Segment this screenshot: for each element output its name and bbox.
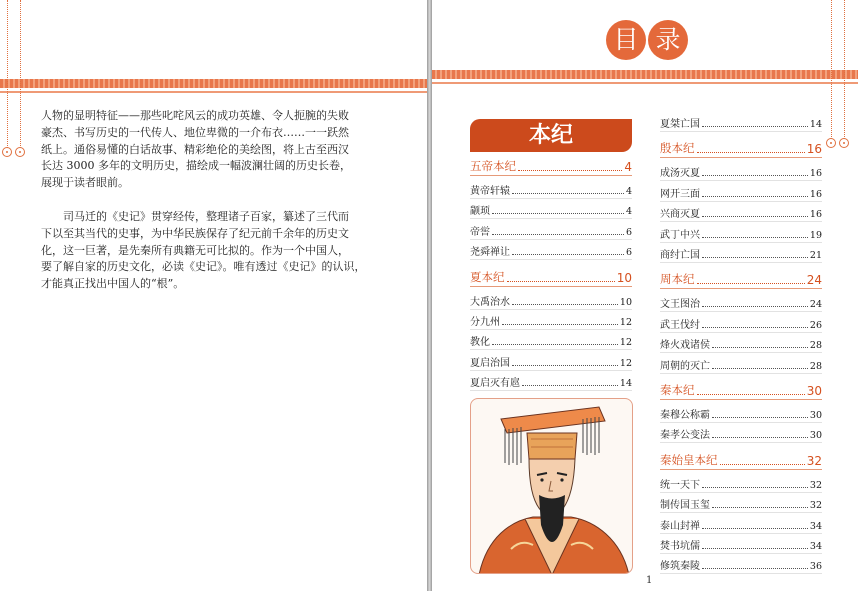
- dot-leader: [720, 464, 805, 465]
- dotted-rule: [20, 0, 21, 148]
- toc-label: 泰山封禅: [660, 520, 700, 532]
- dot-leader: [702, 216, 808, 217]
- toc-label: 网开三面: [660, 188, 700, 200]
- toc-page-number: 16: [809, 188, 822, 200]
- toc-entry[interactable]: [470, 201, 632, 217]
- toc-page-number: 16: [809, 168, 822, 180]
- emperor-portrait: [470, 398, 633, 574]
- toc-label: 夏本纪: [470, 269, 505, 284]
- dot-leader: [712, 437, 808, 438]
- left-page: [0, 0, 427, 591]
- toc-page-number: 10: [619, 296, 632, 308]
- dot-leader: [502, 324, 618, 325]
- toc-label: 尧舜禅让: [470, 247, 510, 259]
- toc-label: 统一天下: [660, 479, 700, 491]
- contents-title-char: 目: [606, 20, 646, 60]
- toc-entry[interactable]: [660, 495, 822, 511]
- dot-leader: [512, 254, 624, 255]
- foreword-paragraph: [41, 108, 386, 192]
- decorative-band: [432, 70, 858, 79]
- toc-entry[interactable]: [660, 294, 822, 310]
- dot-leader: [702, 487, 808, 488]
- dot-leader: [507, 281, 615, 282]
- toc-label: 武王伐纣: [660, 319, 700, 331]
- text-line: 要了解自家的历史文化，必读《史记》。唯有透过《史记》的认识，: [41, 260, 366, 274]
- toc-chapter-heading[interactable]: [470, 268, 632, 285]
- toc-page-number: 12: [619, 357, 632, 369]
- toc-page-number: 14: [619, 378, 632, 390]
- toc-entry[interactable]: [470, 353, 632, 369]
- toc-page-number: 4: [625, 186, 632, 197]
- toc-entry[interactable]: [470, 312, 632, 328]
- toc-label: 黄帝轩辕: [470, 186, 510, 197]
- toc-entry[interactable]: [660, 425, 822, 441]
- dotted-rule: [831, 0, 832, 139]
- toc-entry[interactable]: [660, 163, 822, 179]
- toc-entry[interactable]: [660, 516, 822, 532]
- contents-title-char: 录: [648, 20, 688, 60]
- text-line: 展现于读者眼前。: [41, 176, 129, 190]
- text-line: 化，这一巨著，是先秦所有典籍无可比拟的。作为一个中国人，: [41, 243, 349, 257]
- toc-entry[interactable]: [660, 225, 822, 241]
- toc-page-number: 12: [619, 337, 632, 349]
- dot-leader: [712, 507, 808, 508]
- toc-label: 教化: [470, 337, 490, 349]
- toc-entry[interactable]: [660, 245, 822, 261]
- toc-entry[interactable]: [470, 292, 632, 308]
- toc-page-number: 24: [806, 273, 822, 288]
- dot-leader: [702, 568, 808, 569]
- toc-label: 周朝的灭亡: [660, 360, 710, 372]
- toc-entry[interactable]: [470, 332, 632, 348]
- dot-leader: [697, 152, 805, 153]
- toc-chapter-heading[interactable]: [660, 381, 822, 398]
- toc-label: 商纣亡国: [660, 250, 700, 261]
- toc-entry[interactable]: [660, 405, 822, 421]
- toc-chapter-heading[interactable]: [660, 270, 822, 287]
- toc-page-number: 32: [809, 479, 822, 491]
- dot-leader: [702, 548, 808, 549]
- dot-leader: [492, 344, 618, 345]
- dotted-rule: [7, 0, 8, 148]
- dot-leader: [512, 193, 624, 194]
- toc-label: 大禹治水: [470, 296, 510, 308]
- toc-label: 殷本纪: [660, 141, 695, 156]
- dot-leader: [712, 368, 808, 369]
- dot-leader: [712, 347, 808, 348]
- dot-leader: [702, 327, 808, 328]
- toc-label: 文王图治: [660, 299, 700, 311]
- toc-page-number: 4: [625, 206, 632, 218]
- text-line: 纸上。通俗易懂的白话故事、精彩绝伦的美绘图，将上古至西汉: [41, 142, 349, 156]
- right-page: [432, 0, 858, 591]
- dot-leader: [702, 126, 808, 127]
- dot-leader: [712, 417, 808, 418]
- decorative-line: [0, 91, 427, 93]
- toc-label: 颛顼: [470, 206, 490, 218]
- toc-entry[interactable]: [660, 556, 822, 572]
- toc-page-number: 6: [625, 247, 632, 259]
- text-line: 人物的显明特征——那些叱咤风云的成功英雄、令人扼腕的失败: [41, 109, 349, 122]
- dotted-rule: [844, 0, 845, 139]
- toc-entry[interactable]: [660, 475, 822, 491]
- text-line: 下以至其当代的史事，为中华民族保存了纪元前千余年的历史文: [41, 226, 349, 240]
- toc-page-number: 28: [809, 360, 822, 372]
- toc-entry[interactable]: [660, 114, 822, 130]
- toc-label: 秦孝公变法: [660, 430, 710, 442]
- text-line: 豪杰、书写历史的一代传人、地位卑微的一介布衣……一一跃然: [41, 125, 349, 139]
- toc-chapter-heading[interactable]: [470, 157, 632, 174]
- toc-page-number: 34: [809, 541, 822, 552]
- toc-page-number: 30: [806, 384, 822, 398]
- text-line: 司马迁的《史记》贯穿经传，整理诸子百家，纂述了三代而: [41, 210, 349, 223]
- toc-label: 烽火戏诸侯: [660, 340, 710, 352]
- text-line: 长达 3000 多年的文明历史，描绘成一幅波澜壮阔的历史长卷，: [41, 159, 351, 173]
- toc-page-number: 32: [806, 453, 822, 468]
- toc-label: 秦穆公称霸: [660, 410, 710, 421]
- dot-leader: [512, 365, 618, 366]
- toc-label: 帝喾: [470, 226, 490, 238]
- toc-page-number: 34: [809, 520, 822, 532]
- toc-label: 夏桀亡国: [660, 119, 700, 130]
- toc-label: 武丁中兴: [660, 229, 700, 241]
- toc-label: 周本纪: [660, 272, 695, 287]
- toc-page-number: 30: [809, 430, 822, 442]
- toc-entry[interactable]: [660, 204, 822, 220]
- toc-page-number: 12: [619, 317, 632, 328]
- dot-leader: [518, 170, 622, 171]
- ring-ornament-icon: [826, 138, 836, 148]
- text-line: 才能真正找出中国人的“根”。: [41, 277, 185, 291]
- toc-label: 秦本纪: [660, 383, 695, 397]
- toc-chapter-heading[interactable]: [660, 139, 822, 156]
- dot-leader: [702, 257, 808, 258]
- toc-page-number: 4: [624, 160, 632, 174]
- toc-page-number: 24: [809, 299, 822, 311]
- dot-leader: [702, 196, 808, 197]
- dot-leader: [492, 234, 624, 235]
- toc-entry[interactable]: [660, 356, 822, 372]
- toc-page-number: 21: [809, 250, 822, 261]
- toc-label: 焚书坑儒: [660, 541, 700, 552]
- decorative-band: [0, 79, 427, 88]
- dot-leader: [702, 237, 808, 238]
- dot-leader: [512, 304, 618, 305]
- toc-page-number: 6: [625, 226, 632, 238]
- toc-entry[interactable]: [470, 222, 632, 238]
- toc-label: 夏启治国: [470, 357, 510, 369]
- foreword-paragraph: [41, 209, 386, 293]
- dot-leader: [697, 394, 805, 395]
- toc-page-number: 16: [809, 209, 822, 221]
- dot-leader: [522, 385, 618, 386]
- page-number: 1: [646, 575, 653, 586]
- ring-ornament-icon: [839, 138, 849, 148]
- toc-label: 修筑秦陵: [660, 561, 700, 573]
- dot-leader: [702, 175, 808, 176]
- toc-page-number: 36: [809, 561, 822, 573]
- toc-page-number: 32: [809, 500, 822, 512]
- toc-label: 分九州: [470, 317, 500, 328]
- toc-entry[interactable]: [470, 242, 632, 258]
- toc-page-number: 10: [616, 270, 632, 285]
- toc-page-number: 28: [809, 340, 822, 352]
- ring-ornament-icon: [15, 147, 25, 157]
- toc-page-number: 19: [809, 229, 822, 241]
- toc-entry[interactable]: [470, 373, 632, 389]
- toc-label: 制传国玉玺: [660, 500, 710, 512]
- dot-leader: [697, 283, 805, 284]
- emperor-illustration: [471, 399, 633, 574]
- toc-chapter-heading[interactable]: [660, 451, 822, 468]
- toc-entry[interactable]: [660, 536, 822, 552]
- ring-ornament-icon: [2, 147, 12, 157]
- toc-label: 兴商灭夏: [660, 209, 700, 221]
- toc-label: 夏启灭有扈: [470, 378, 520, 390]
- toc-page-number: 16: [806, 142, 822, 157]
- toc-entry[interactable]: [660, 335, 822, 351]
- decorative-line: [432, 82, 858, 84]
- toc-label: 秦始皇本纪: [660, 452, 718, 467]
- toc-page-number: 26: [809, 319, 822, 331]
- toc-entry[interactable]: [660, 184, 822, 200]
- dot-leader: [702, 306, 808, 307]
- toc-page-number: 30: [809, 410, 822, 421]
- section-banner: 本纪: [470, 119, 632, 152]
- toc-entry[interactable]: [470, 181, 632, 197]
- toc-page-number: 14: [809, 119, 822, 130]
- toc-label: 五帝本纪: [470, 159, 516, 173]
- toc-entry[interactable]: [660, 315, 822, 331]
- dot-leader: [492, 213, 624, 214]
- dot-leader: [702, 528, 808, 529]
- toc-label: 成汤灭夏: [660, 168, 700, 180]
